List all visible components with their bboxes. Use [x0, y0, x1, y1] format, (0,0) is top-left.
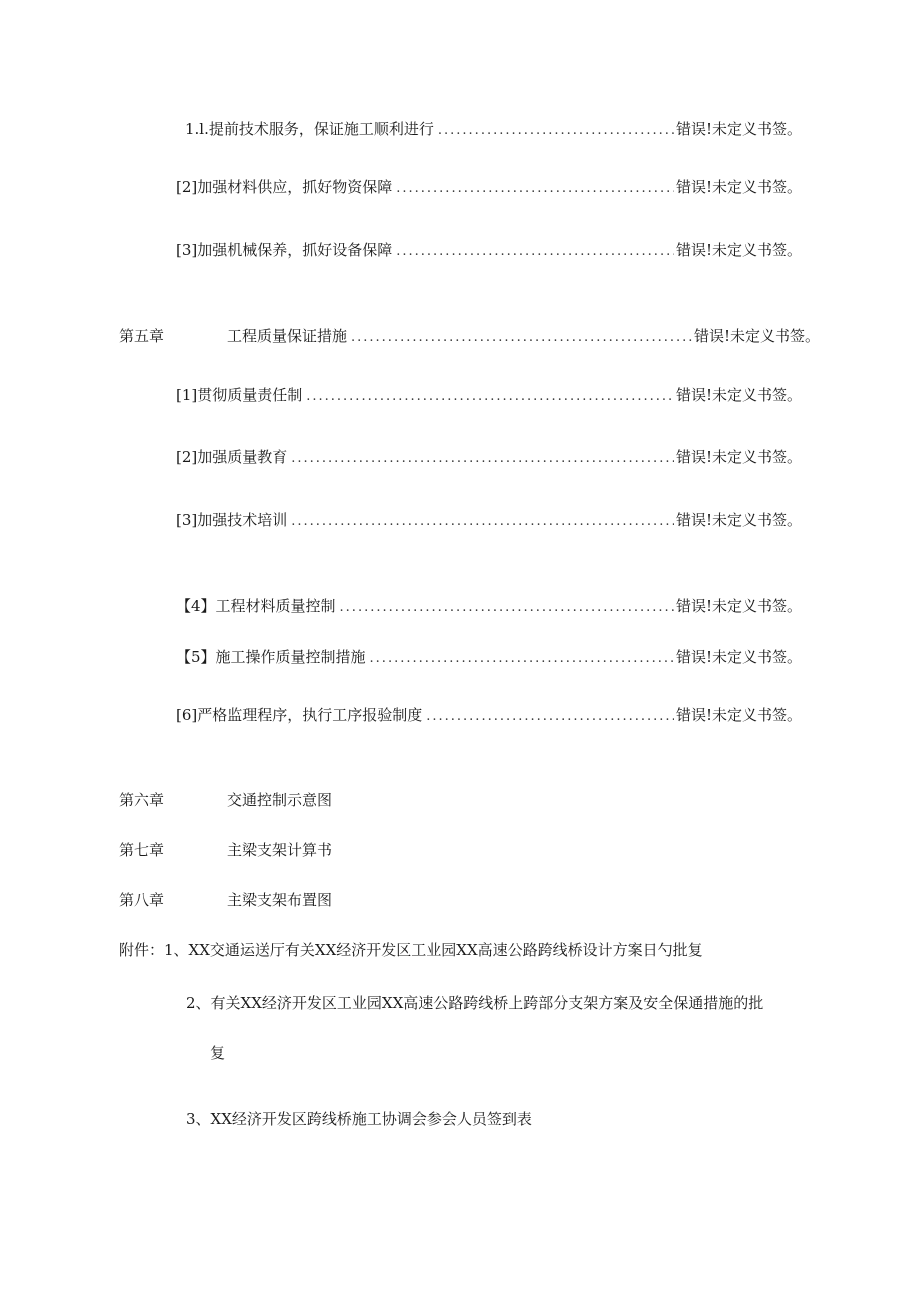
toc-leader-dots — [291, 449, 674, 469]
toc-entry-label: [6]严格监理程序，执行工序报验制度 — [176, 706, 423, 724]
toc-entry-ref: 错误!未定义书签。 — [675, 120, 802, 138]
toc-entry[interactable] — [176, 447, 802, 469]
toc-entry[interactable] — [176, 647, 802, 669]
toc-leader-dots — [396, 242, 674, 262]
toc-entry-ref: 错误!未定义书签。 — [675, 706, 802, 724]
toc-entry[interactable] — [185, 119, 802, 141]
chapter-title: 主梁支架布置图 — [227, 891, 333, 909]
attachment-item-3: 3、XX经济开发区跨线桥施工协调会参会人员签到表 — [186, 1110, 532, 1128]
toc-leader-dots — [340, 598, 674, 618]
attachment-item-2: 2、有关XX经济开发区工业园XX高速公路跨线桥上跨部分支架方案及安全保通措施的批 — [186, 994, 764, 1012]
toc-entry[interactable] — [176, 510, 802, 532]
toc-entry[interactable] — [176, 385, 802, 407]
toc-entry-ref: 错误!未定义书签。 — [675, 511, 802, 529]
toc-entry[interactable] — [176, 705, 802, 727]
toc-leader-dots — [370, 649, 674, 669]
chapter-number: 第七章 — [119, 841, 165, 859]
toc-leader-dots — [426, 707, 674, 727]
toc-leader-dots — [438, 121, 674, 141]
chapter-title: 工程质量保证措施 — [227, 327, 348, 345]
chapter-number: 第八章 — [119, 891, 165, 909]
attachment-item-1: 附件：1、XX交通运送厅有关XX经济开发区工业园XX高速公路跨线桥设计方案日勺批复 — [119, 941, 703, 959]
chapter-number: 第六章 — [119, 791, 165, 809]
toc-chapter-entry[interactable] — [119, 790, 332, 810]
toc-entry-ref: 错误!未定义书签。 — [675, 648, 802, 666]
toc-leader-dots — [351, 328, 692, 348]
attachment-item-2-continuation: 复 — [210, 1044, 226, 1062]
toc-leader-dots — [396, 179, 674, 199]
toc-entry-label: 【4】工程材料质量控制 — [176, 597, 336, 615]
toc-entry-label: [1]贯彻质量责任制 — [176, 386, 303, 404]
toc-entry-ref: 错误!未定义书签。 — [693, 327, 820, 345]
chapter-number: 第五章 — [119, 327, 165, 345]
toc-entry-label: 1.l.提前技术服务，保证施工顺利进行 — [185, 120, 434, 138]
toc-entry[interactable] — [176, 596, 802, 618]
toc-entry-ref: 错误!未定义书签。 — [675, 448, 802, 466]
chapter-title: 交通控制示意图 — [227, 791, 333, 809]
toc-entry-ref: 错误!未定义书签。 — [675, 178, 802, 196]
toc-entry-ref: 错误!未定义书签。 — [675, 241, 802, 259]
toc-leader-dots — [291, 512, 674, 532]
toc-entry-ref: 错误!未定义书签。 — [675, 597, 802, 615]
toc-leader-dots — [306, 387, 674, 407]
toc-entry-ref: 错误!未定义书签。 — [675, 386, 802, 404]
toc-entry[interactable] — [176, 240, 802, 262]
chapter-title: 主梁支架计算书 — [227, 841, 333, 859]
toc-chapter-entry[interactable] — [119, 890, 332, 910]
toc-chapter-entry[interactable] — [119, 840, 332, 860]
toc-entry-label: [3]加强技术培训 — [176, 511, 288, 529]
toc-entry-label: [3]加强机械保养，抓好设备保障 — [176, 241, 393, 259]
toc-entry-label: 【5】施工操作质量控制措施 — [176, 648, 366, 666]
toc-entry[interactable] — [176, 177, 802, 199]
toc-entry-label: [2]加强材料供应，抓好物资保障 — [176, 178, 393, 196]
toc-entry-label: [2]加强质量教育 — [176, 448, 288, 466]
toc-chapter-entry[interactable] — [119, 326, 820, 348]
